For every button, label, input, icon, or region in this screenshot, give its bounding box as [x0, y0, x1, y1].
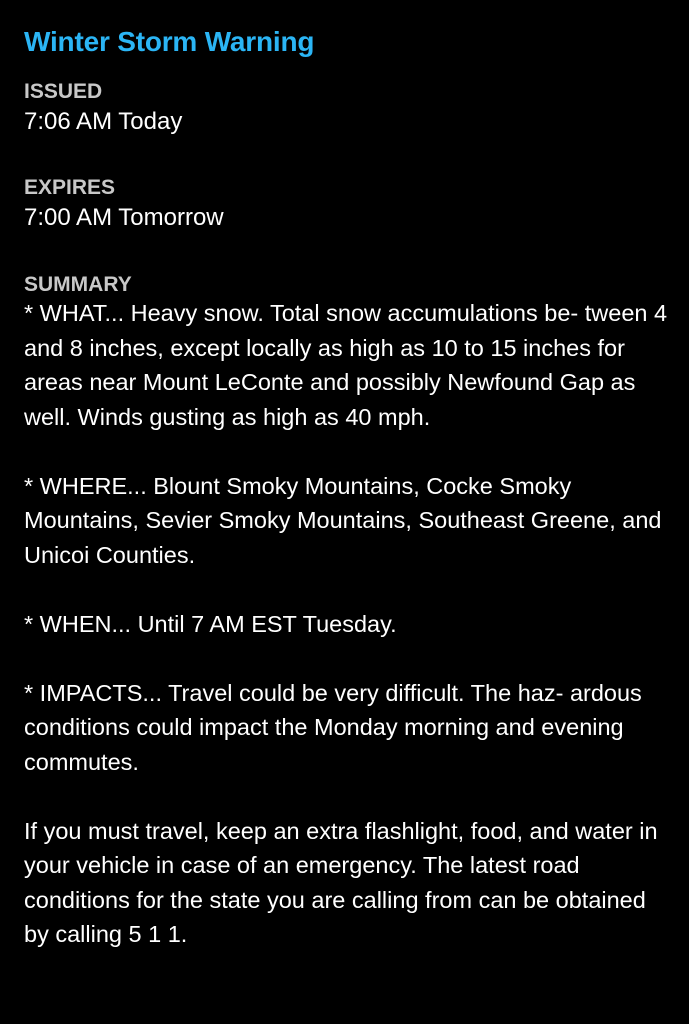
alert-title: Winter Storm Warning	[24, 26, 315, 57]
summary-advice: If you must travel, keep an extra flashlight, food, and water in your vehicle in case of an emergency. The latest road conditions for the state you are calling from can be obtained by calling 5 1 1.	[24, 817, 658, 947]
issued-value: 7:06 AM Today	[24, 108, 183, 135]
summary-impacts: * IMPACTS... Travel could be very difficult. The haz- ardous conditions could impact the Monday morning and evening commutes.	[24, 679, 642, 775]
summary-when: * WHEN... Until 7 AM EST Tuesday.	[24, 610, 397, 637]
summary-body	[24, 296, 674, 986]
summary-where: * WHERE... Blount Smoky Mountains, Cocke Smoky Mountains, Sevier Smoky Mountains, Southeast Greene, and Unicoi Counties.	[24, 472, 662, 568]
summary-label: SUMMARY	[24, 273, 132, 296]
expires-label: EXPIRES	[24, 176, 116, 199]
expires-value: 7:00 AM Tomorrow	[24, 204, 224, 231]
issued-label: ISSUED	[24, 80, 103, 103]
summary-what: * WHAT... Heavy snow. Total snow accumulations be- tween 4 and 8 inches, except locally as high as 10 to 15 inches for areas near Mount LeConte and possibly Newfound Gap as well. Winds gusting as high as 40 mph.	[24, 300, 668, 430]
